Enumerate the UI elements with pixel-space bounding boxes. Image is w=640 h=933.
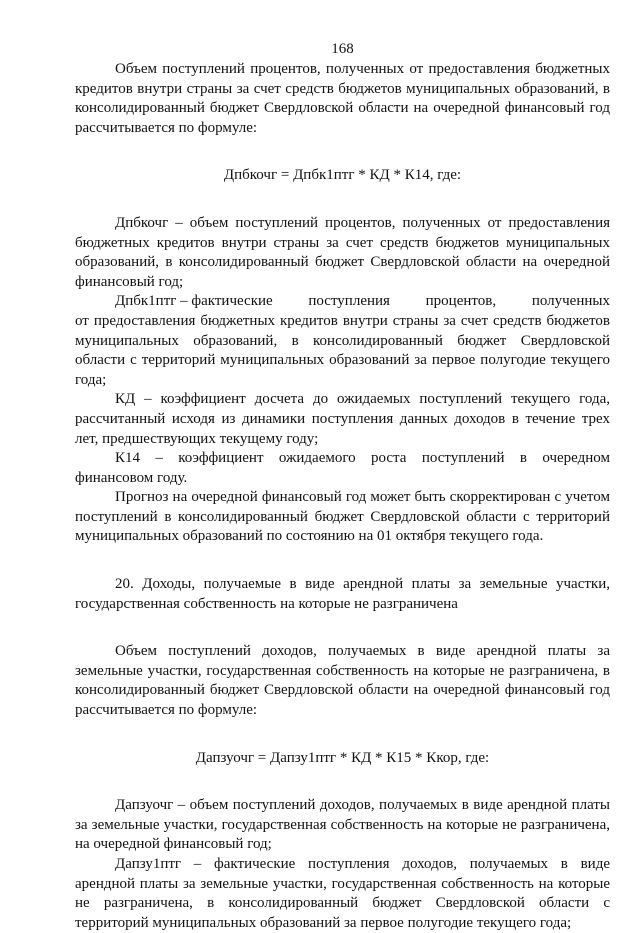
s1-note-paragraph: Прогноз на очередной финансовый год может быть скорректирован с учетом поступлений в консолидированный бюджет Свердловской области с территорий муниципальных образований по состоянию на 01 октября текущего года. [75,489,610,545]
s2-intro-paragraph: Объем поступлений доходов, получаемых в виде арендной платы за земельные участки, государственная собственность на которые не разграничена, в консолидированный бюджет Свердловской области на очередной финансовый год рассчитывается по формуле: [75,643,610,719]
s1-definition-1: Дпбкочг – объем поступлений процентов, полученных от предоставления бюджетных кредитов внутри страны за счет средств бюджетов муниципальных образований, в консолидированный бюджет Свердловской области на очередной финансовый год; [75,214,610,290]
s2-heading: 20. Доходы, получаемые в виде арендной платы за земельные участки, государственная собственность на которые не разграничена [75,576,610,612]
s1-definition-4: К14 – коэффициент ожидаемого роста поступлений в очередном финансовом году. [75,450,610,486]
s1-definition-2-rest: от предоставления бюджетных кредитов внутри страны за счет средств бюджетов муниципальных образований, в консолидированный бюджет Свердловской области с территорий муниципальных образований за первое полугодие текущего года; [75,312,610,388]
s1-def2-word-4: полученных [531,293,610,310]
s1-def2-word-2: поступления [308,293,390,310]
s1-def2-word-3: процентов, [425,293,497,310]
s2-definition-1: Дапзуочг – объем поступлений доходов, получаемых в виде арендной платы за земельные участки, государственная собственность на которые не разграничена, на очередной финансовый год; [75,797,610,853]
s2-definition-2: Дапзу1птг – фактические поступления доходов, получаемых в виде арендной платы за земельные участки, государственная собственность на которые не разграничена, в консолидированный бюджет Свердловской области с территорий муниципальных образований за первое полугодие текущего года; [75,856,610,931]
s1-formula: Дпбкочг = Дпбк1птг * КД * К14, где: [223,167,462,184]
document-page [75,0,610,933]
s2-formula: Дапзуочг = Дапзу1птг * КД * К15 * Ккор, где: [195,749,490,766]
page-number: 168 [331,41,354,57]
s1-def2-term: Дпбк1птг – фактические [115,293,273,310]
s1-definition-3: КД – коэффициент досчета до ожидаемых поступлений текущего года, рассчитанный исходя из динамики поступления данных доходов в течение трех лет, предшествующих текущему году; [75,391,610,447]
s1-definition-2-first-line [75,292,610,312]
s1-intro-paragraph: Объем поступлений процентов, полученных от предоставления бюджетных кредитов внутри страны за счет средств бюджетов муниципальных образований, в консолидированный бюджет Свердловской области на очередной финансовый год рассчитывается по формуле: [75,61,610,136]
